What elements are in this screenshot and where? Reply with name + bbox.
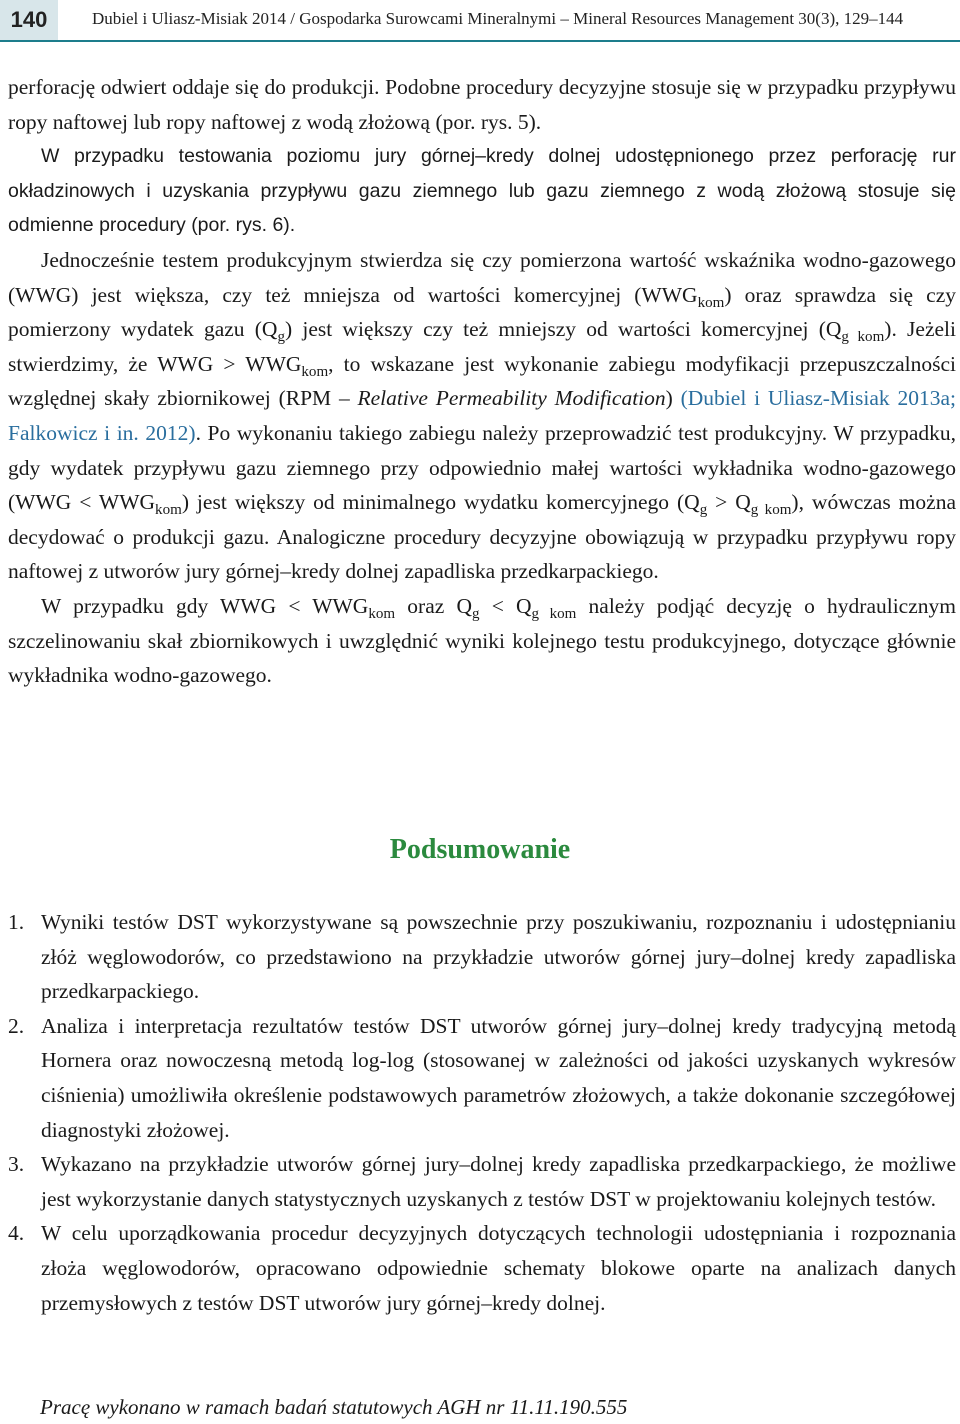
section-heading: Podsumowanie [389,834,571,865]
paragraph-2: W przypadku testowania poziomu jury górnej–kredy dolnej udostępnionego przez perforację rur okładzinowych i uzyskania przypływu gazu ziemnego lub gazu ziemnego z wodą złożową stosuje się odmienne procedury (por. rys. 6). [8,145,956,237]
list-item-number: 2. [8,1013,25,1038]
rpm-term: Relative Permeability Modification [357,386,666,411]
page-number: 140 [0,0,58,40]
body-text [8,70,956,693]
list-item-text: Analiza i interpretacja rezultatów testów DST utworów górnej jury–dolnej kredy tradycyjną metodą Hornera oraz nowoczesną metodą log-log (stosowanej w zależności od jakości uzyskanych wykresów ciśnienia) umożliwiła określenie podstawowych parametrów złożowych, a także dokonanie szczegółowej diagnostyki złożowej. [41,1013,956,1142]
summary-list [8,905,956,1320]
page-header [0,0,960,42]
citation-link[interactable]: (Dubiel i Uliasz-Misiak 2013a; Falkowicz i in. 2012) [8,386,956,445]
list-item [8,1147,956,1216]
list-item [8,905,956,1009]
list-item-text: W celu uporządkowania procedur decyzyjnych dotyczących technologii udostępniania i rozpoznania złoża węglowodorów, opracowano odpowiednie schematy blokowe oparte na analizach danych przemysłowych z testów DST utworów jury górnej–kredy dolnej. [41,1221,956,1315]
paragraph-1: perforację odwiert oddaje się do produkcji. Podobne procedury decyzyjne stosuje się w przypadku przypływu ropy naftowej lub ropy naftowej z wodą złożową (por. rys. 5). [8,75,956,134]
list-item-number: 3. [8,1152,25,1177]
running-head: Dubiel i Uliasz-Misiak 2014 / Gospodarka Surowcami Mineralnymi – Mineral Resources Management 30(3), 129–144 [92,9,904,28]
list-item [8,1009,956,1147]
list-item-number: 4. [8,1221,25,1246]
paragraph-4: W przypadku gdy WWG < $WWG_{kom}$ oraz $Q_g < Q_{g kom}$ należy podjąć decyzję o hydraulicznym szczelinowaniu skał zbiornikowych i uwzględnić wyniki kolejnego testu produkcyjnego, dotyczące głównie wykładnika wodno-gazowego. [8,593,956,688]
list-item-number: 1. [8,910,25,934]
list-item-text: Wykazano na przykładzie utworów górnej jury–dolnej kredy zapadliska przedkarpackiego, że możliwe jest wykorzystanie danych statystycznych uzyskanych z testów DST w projektowaniu kolejnych testów. [41,1152,956,1211]
paragraph-3: Jednocześnie testem produkcyjnym stwierdza się czy pomierzona wartość wskaźnika wodno-gazowego (WWG) jest większa, czy też mniejsza od wartości komercyjnej $(WWG_{kom})$ oraz sprawdza się czy pomierzony wydatek gazu $(Q_g)$ jest większy czy też mniejszy od wartości komercyjnej $(Q_{g kom})$. Jeżeli stwierdzimy, że WWG > $WWG_{kom}$, to wskazane jest wykonanie zabiegu modyfikacji przepuszczalności względnej skały zbiornikowej (RPM – Relative Permeability Modification) (Dubiel i Uliasz-Misiak 2013a; Falkowicz i in. 2012). Po wykonaniu takiego zabiegu należy przeprowadzić test produkcyjny. W przypadku, gdy wydatek przypływu gazu ziemnego przy odpowiednio małej wartości wykładnika wodno-gazowego $(WWG < WWG_{kom})$ jest większy od minimalnego wydatku komercyjnego $(Q_g > Q_{g kom})$, wówczas można decydować o produkcji gazu. Analogiczne procedury decyzyjne obowiązują w przypadku przypływu ropy naftowej z utworów jury górnej–kredy dolnej zapadliska przedkarpackiego. [8,247,957,584]
funding-note: Pracę wykonano w ramach badań statutowych AGH nr 11.11.190.555 [40,1395,628,1419]
list-item-text: Wyniki testów DST wykorzystywane są powszechnie przy poszukiwaniu, rozpoznaniu i udostępnianiu złóż węglowodorów, co przedstawiono na przykładzie utworów górnej jury–dolnej kredy zapadliska przedkarpackiego. [41,910,956,1004]
list-item [8,1216,956,1320]
